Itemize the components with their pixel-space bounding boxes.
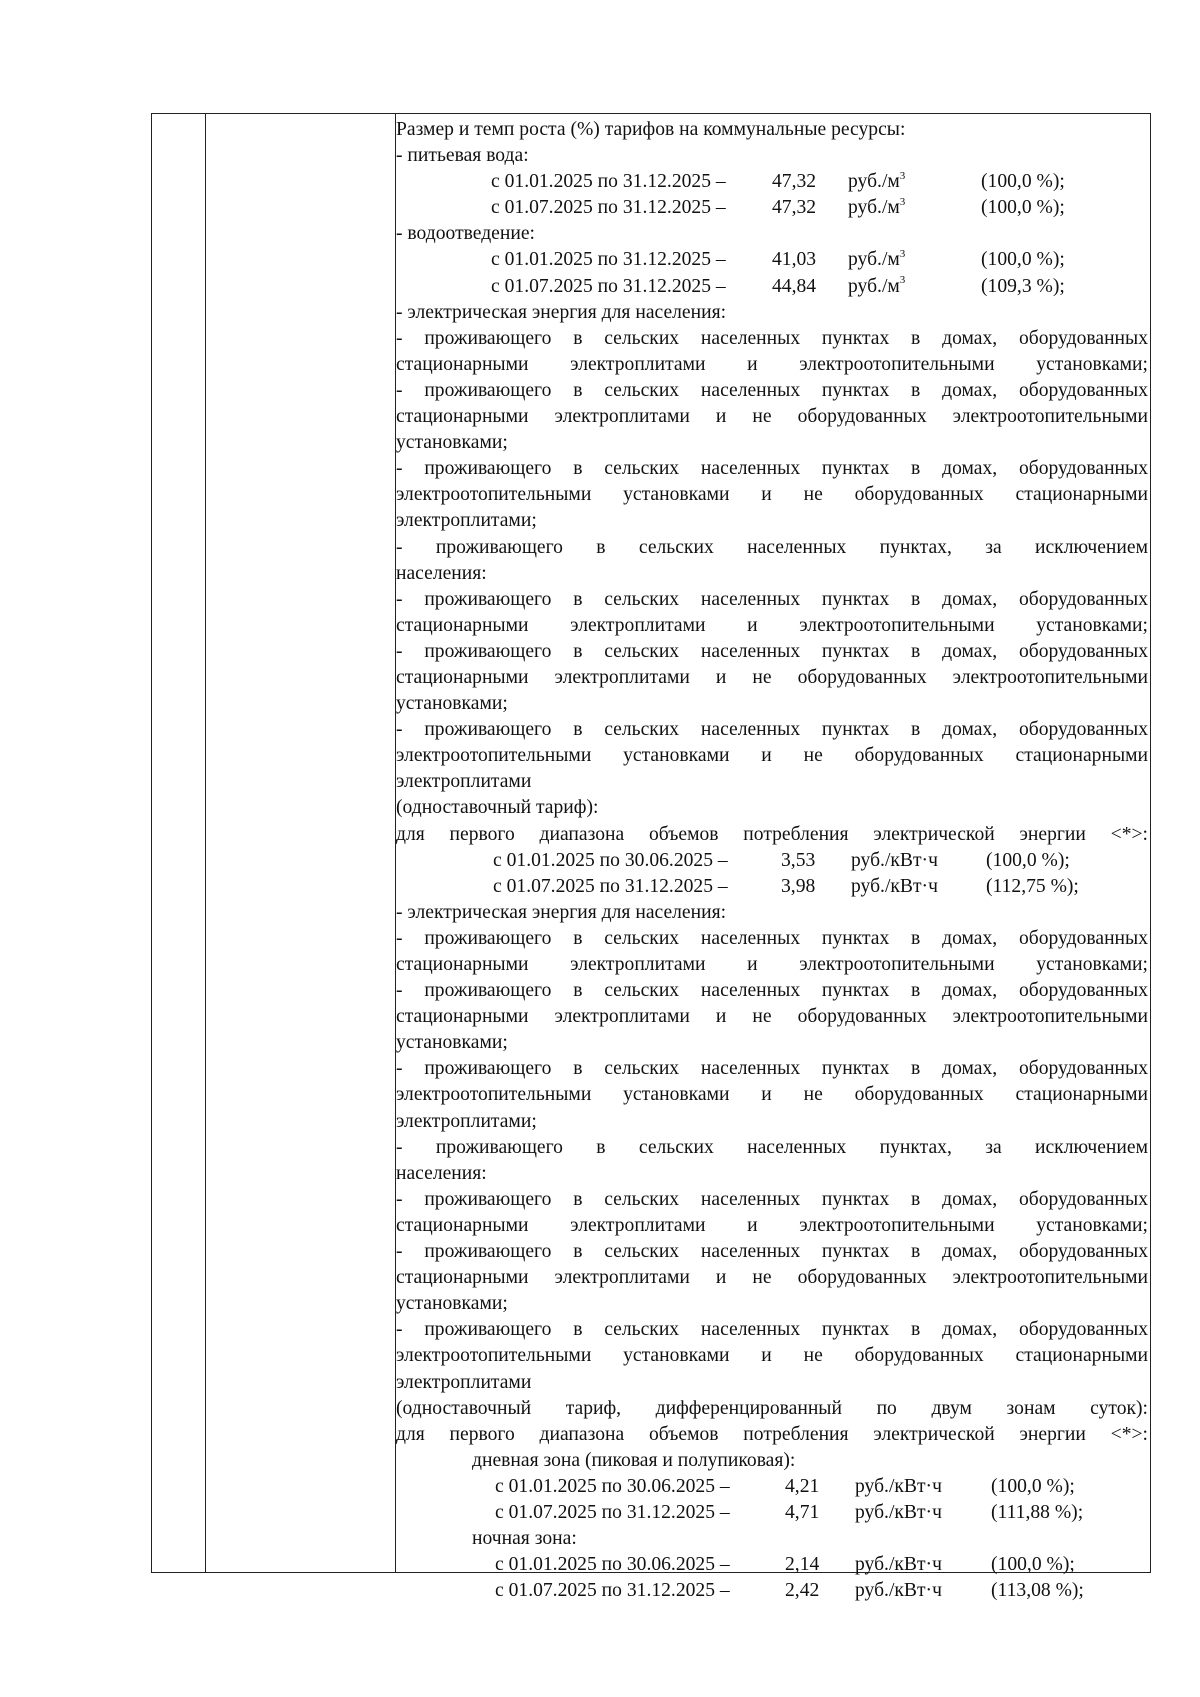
text-line: - проживающего в сельских населенных пунктах в домах, оборудованных bbox=[396, 1188, 1148, 1210]
tariff-unit: руб./кВт·ч bbox=[855, 1554, 942, 1576]
text-line: - проживающего в сельских населенных пунктах в домах, оборудованных bbox=[396, 458, 1148, 480]
text-line: установками; bbox=[396, 693, 508, 715]
text-line: населения: bbox=[396, 562, 487, 584]
text-line: для первого диапазона объемов потребления электрической энергии <*>: bbox=[396, 1423, 1148, 1445]
day-zone-label: дневная зона (пиковая и полупиковая): bbox=[472, 1449, 796, 1471]
text-line: электроплитами bbox=[396, 1371, 532, 1393]
electricity-block-1-rows bbox=[396, 848, 1148, 900]
text-line: установками; bbox=[396, 1293, 508, 1315]
unit-superscript: 3 bbox=[899, 274, 906, 287]
text-line: - проживающего в сельских населенных пунктах, за исключением bbox=[396, 536, 1148, 558]
tariff-growth-percent: (100,0 %); bbox=[981, 171, 1065, 193]
tariff-unit: $руб./м^3$ bbox=[848, 169, 906, 193]
water-tariff-rows bbox=[396, 169, 1148, 221]
tariff-row bbox=[396, 274, 1148, 300]
tariff-row bbox=[396, 1474, 1148, 1500]
tariff-unit: руб./кВт·ч bbox=[851, 875, 938, 897]
tariff-unit: руб./кВт·ч bbox=[855, 1475, 942, 1497]
unit-superscript: 3 bbox=[899, 195, 906, 208]
tariff-value: 3,98 bbox=[781, 875, 816, 897]
tariff-value: 47,32 bbox=[772, 171, 817, 193]
unit-superscript: 3 bbox=[899, 247, 906, 260]
day-zone-rows bbox=[396, 1474, 1148, 1526]
tariff-row bbox=[396, 874, 1148, 900]
tariff-period: с 01.01.2025 по 30.06.2025 – bbox=[493, 849, 728, 871]
tariff-text-cell bbox=[396, 117, 1148, 1604]
tariff-period: с 01.07.2025 по 31.12.2025 – bbox=[495, 1580, 730, 1602]
tariff-row bbox=[396, 1578, 1148, 1604]
tariff-period: с 01.01.2025 по 30.06.2025 – bbox=[495, 1554, 730, 1576]
text-line: установками; bbox=[396, 1032, 508, 1054]
night-zone-label: ночная зона: bbox=[472, 1528, 577, 1550]
text-line: стационарными электроплитами и не оборудованных электроотопительными bbox=[396, 1267, 1148, 1289]
night-zone-rows bbox=[396, 1552, 1148, 1604]
text-line: электроотопительными установками и не оборудованных стационарными bbox=[396, 1345, 1148, 1367]
text-line: населения: bbox=[396, 1162, 487, 1184]
tariff-growth-percent: (100,0 %); bbox=[991, 1554, 1075, 1576]
text-line: - проживающего в сельских населенных пунктах в домах, оборудованных bbox=[396, 1319, 1148, 1341]
unit-superscript: 3 bbox=[899, 169, 906, 182]
tariff-growth-percent: (109,3 %); bbox=[981, 275, 1065, 297]
tariff-value: 4,21 bbox=[785, 1475, 820, 1497]
sewage-tariff-rows bbox=[396, 247, 1148, 299]
tariff-period: с 01.07.2025 по 31.12.2025 – bbox=[495, 1501, 730, 1523]
tariff-value: 2,14 bbox=[785, 1554, 820, 1576]
tariff-growth-percent: (100,0 %); bbox=[986, 849, 1070, 871]
tariff-row bbox=[396, 247, 1148, 273]
text-line: - проживающего в сельских населенных пунктах в домах, оборудованных bbox=[396, 588, 1148, 610]
tariff-unit: $руб./м^3$ bbox=[848, 195, 906, 219]
text-line: - проживающего в сельских населенных пунктах в домах, оборудованных bbox=[396, 927, 1148, 949]
text-line: стационарными электроплитами и не оборудованных электроотопительными bbox=[396, 406, 1148, 428]
text-line: (одноставочный тариф): bbox=[396, 797, 599, 819]
sewage-label: - водоотведение: bbox=[396, 223, 535, 245]
text-line: - проживающего в сельских населенных пунктах в домах, оборудованных bbox=[396, 1058, 1148, 1080]
tariff-value: 41,03 bbox=[772, 249, 817, 271]
text-line: - проживающего в сельских населенных пунктах в домах, оборудованных bbox=[396, 379, 1148, 401]
tariff-unit: $руб./м^3$ bbox=[848, 274, 906, 297]
tariff-period: с 01.01.2025 по 31.12.2025 – bbox=[491, 171, 726, 193]
tariff-row bbox=[396, 1552, 1148, 1578]
electricity-block-2-text bbox=[396, 900, 1148, 1448]
text-line: стационарными электроплитами и электроотопительными установками; bbox=[396, 614, 1148, 636]
tariff-unit: руб./кВт·ч bbox=[855, 1580, 942, 1602]
tariff-value: 44,84 bbox=[772, 275, 817, 297]
text-line: стационарными электроплитами и электроотопительными установками; bbox=[396, 1214, 1148, 1236]
tariff-unit: руб./кВт·ч bbox=[851, 849, 938, 871]
tariff-growth-percent: (111,88 %); bbox=[991, 1501, 1084, 1523]
text-line: стационарными электроплитами и электроотопительными установками; bbox=[396, 353, 1148, 375]
tariff-period: с 01.07.2025 по 31.12.2025 – bbox=[493, 875, 728, 897]
electricity-block-1-text bbox=[396, 300, 1148, 848]
tariff-unit: $руб./м^3$ bbox=[848, 247, 906, 271]
text-line: электроотопительными установками и не оборудованных стационарными bbox=[396, 484, 1148, 506]
tariff-value: 4,71 bbox=[785, 1501, 820, 1523]
text-line: - электрическая энергия для населения: bbox=[396, 901, 727, 923]
section-heading: Размер и темп роста (%) тарифов на коммунальные ресурсы: bbox=[396, 119, 906, 140]
text-line: электроплитами bbox=[396, 771, 532, 793]
text-line: электроплитами; bbox=[396, 510, 537, 532]
tariff-row bbox=[396, 169, 1148, 195]
tariff-value: 47,32 bbox=[772, 197, 817, 219]
tariff-row bbox=[396, 1500, 1148, 1526]
text-line: стационарными электроплитами и не оборудованных электроотопительными bbox=[396, 666, 1148, 688]
text-line: - проживающего в сельских населенных пунктах в домах, оборудованных bbox=[396, 1241, 1148, 1263]
tariff-unit: руб./кВт·ч bbox=[855, 1501, 942, 1523]
tariff-growth-percent: (112,75 %); bbox=[986, 875, 1079, 897]
text-line: - проживающего в сельских населенных пунктах в домах, оборудованных bbox=[396, 980, 1148, 1002]
text-line: для первого диапазона объемов потребления электрической энергии <*>: bbox=[396, 823, 1148, 845]
tariff-period: с 01.01.2025 по 30.06.2025 – bbox=[495, 1475, 730, 1497]
text-line: стационарными электроплитами и не оборудованных электроотопительными bbox=[396, 1006, 1148, 1028]
text-line: - проживающего в сельских населенных пунктах в домах, оборудованных bbox=[396, 327, 1148, 349]
text-line: электроотопительными установками и не оборудованных стационарными bbox=[396, 745, 1148, 767]
text-line: (одноставочный тариф, дифференцированный по двум зонам суток): bbox=[396, 1397, 1148, 1419]
text-line: - проживающего в сельских населенных пунктах, за исключением bbox=[396, 1136, 1148, 1158]
water-label: - питьевая вода: bbox=[396, 145, 529, 167]
tariff-period: с 01.07.2025 по 31.12.2025 – bbox=[491, 275, 726, 297]
tariff-period: с 01.07.2025 по 31.12.2025 – bbox=[491, 197, 726, 219]
tariff-row bbox=[396, 848, 1148, 874]
text-line: - проживающего в сельских населенных пунктах в домах, оборудованных bbox=[396, 640, 1148, 662]
tariff-row bbox=[396, 195, 1148, 221]
tariff-growth-percent: (100,0 %); bbox=[981, 249, 1065, 271]
tariff-growth-percent: (113,08 %); bbox=[991, 1580, 1084, 1602]
text-line: электроплитами; bbox=[396, 1110, 537, 1132]
tariff-growth-percent: (100,0 %); bbox=[981, 197, 1065, 219]
column-divider bbox=[205, 114, 206, 1572]
tariff-growth-percent: (100,0 %); bbox=[991, 1475, 1075, 1497]
text-line: - проживающего в сельских населенных пунктах в домах, оборудованных bbox=[396, 719, 1148, 741]
text-line: установками; bbox=[396, 432, 508, 454]
tariff-value: 3,53 bbox=[781, 849, 816, 871]
tariff-value: 2,42 bbox=[785, 1580, 820, 1602]
text-line: электроотопительными установками и не оборудованных стационарными bbox=[396, 1084, 1148, 1106]
tariff-period: с 01.01.2025 по 31.12.2025 – bbox=[491, 249, 726, 271]
text-line: стационарными электроплитами и электроотопительными установками; bbox=[396, 954, 1148, 975]
text-line: - электрическая энергия для населения: bbox=[396, 301, 727, 323]
